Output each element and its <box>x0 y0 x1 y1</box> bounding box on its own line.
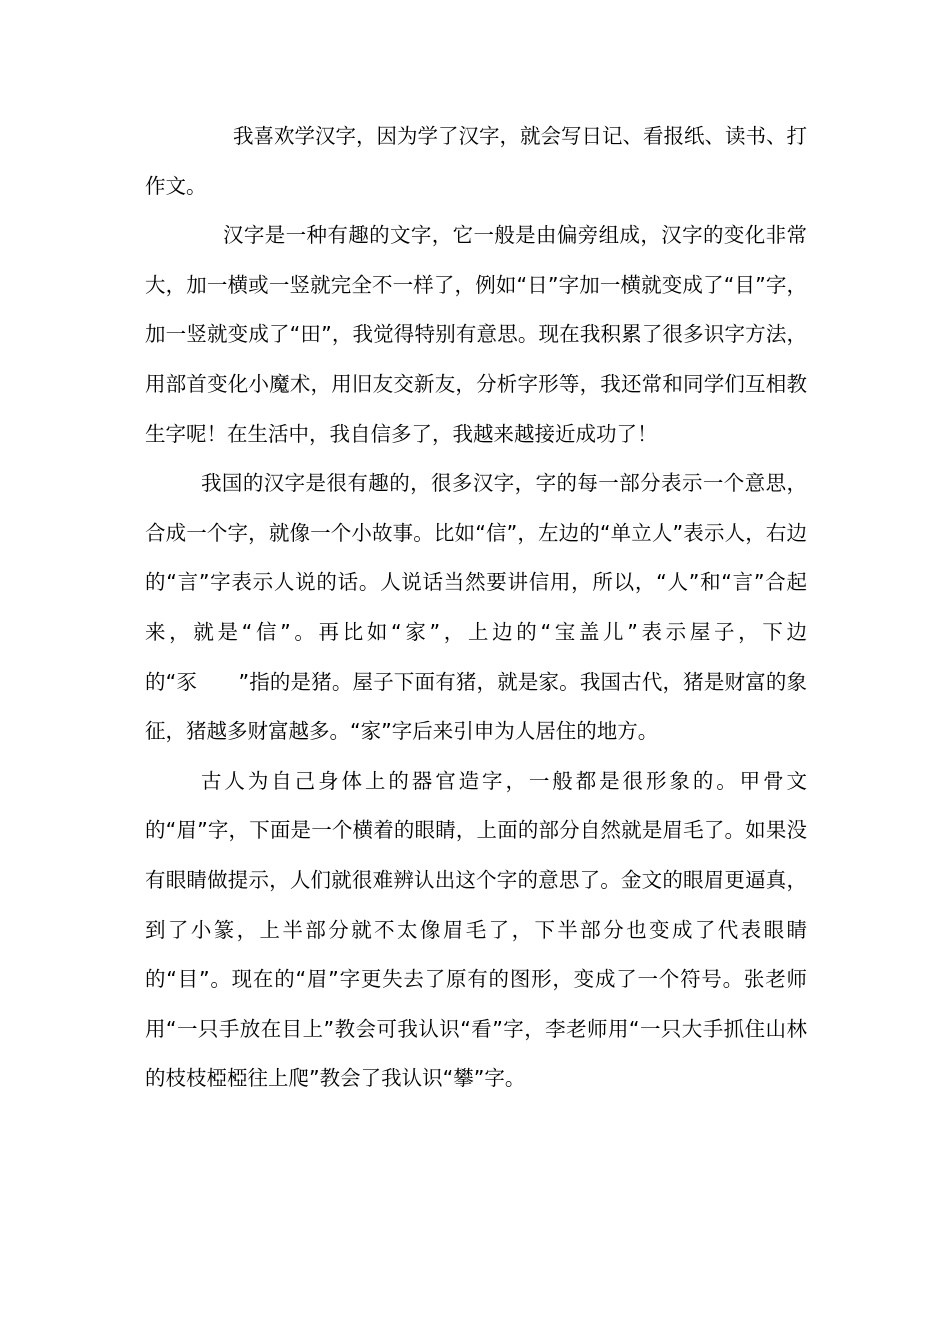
document-page <box>145 112 807 1104</box>
paragraph-4: 古人为自己身体上的器官造字，一般都是很形象的。甲骨文的“眉”字，下面是一个横着的眼睛，上面的部分自然就是眉毛了。如果没有眼睛做提示，人们就很难辨认出这个字的意思了。金文的眼眉更逼真，到了小篆，上半部分就不太像眉毛了，下半部分也变成了代表眼睛的“目”。现在的“眉”字更失去了原有的图形，变成了一个符号。张老师用“一只手放在目上”教会可我认识“看”字，李老师用“一只大手抓住山林的枝枝椏椏往上爬”教会了我认识“攀”字。 <box>145 768 807 1091</box>
paragraph-2: 汉字是一种有趣的文字，它一般是由偏旁组成，汉字的变化非常大，加一横或一竖就完全不一样了，例如“日”字加一横就变成了“目”字，加一竖就变成了“田”，我觉得特别有意思。现在我积累了很多识字方法，用部首变化小魔术，用旧友交新友，分析字形等，我还常和同学们互相教生字呢！在生活中，我自信多了，我越来越接近成功了！ <box>145 223 807 446</box>
paragraph-3: 我国的汉字是很有趣的，很多汉字，字的每一部分表示一个意思，合成一个字，就像一个小故事。比如“信”，左边的“单立人”表示人，右边的“言”字表示人说的话。人说话当然要讲信用，所以，“人”和“言”合起来，就是“信”。再比如“家”，上边的“宝盖儿”表示屋子，下边的“豕 ”指的是猪。屋子下面有猪，就是家。我国古代，猪是财富的象征，猪越多财富越多。“家”字后来引申为人居住的地方。 <box>145 471 807 744</box>
paragraph-1: 我喜欢学汉字，因为学了汉字，就会写日记、看报纸、读书、打作文。 <box>145 124 807 198</box>
